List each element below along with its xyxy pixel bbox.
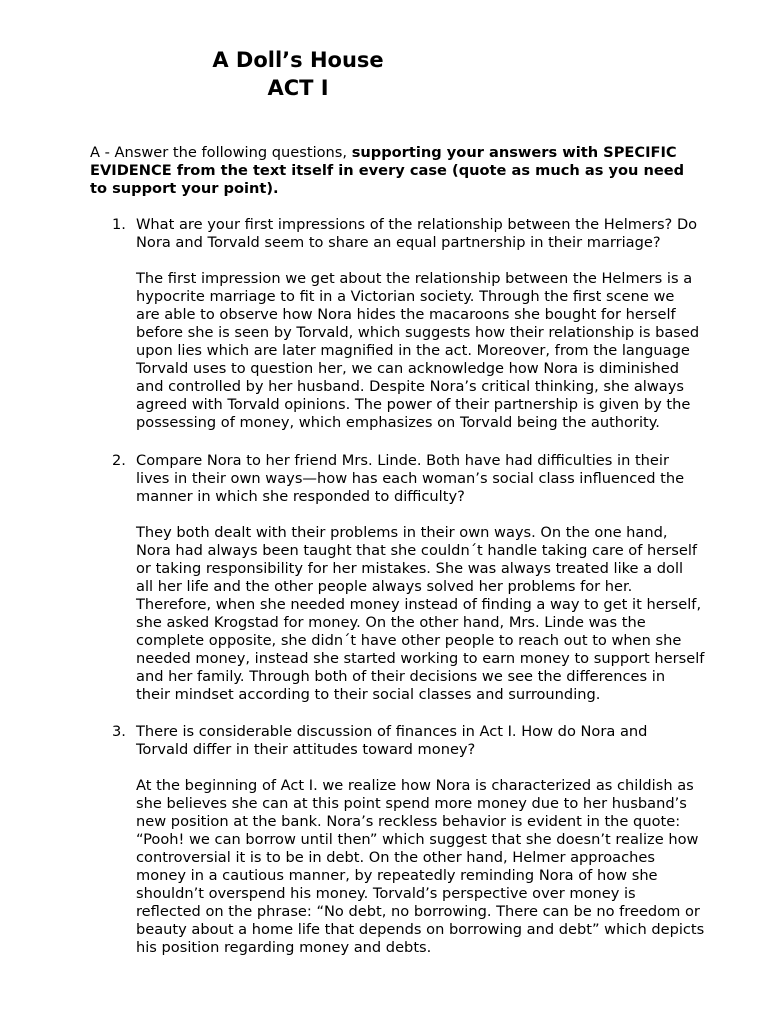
answer-line: “Pooh! we can borrow until then” which suggest that she doesn’t realize how: [136, 831, 699, 848]
answer-line: controversial it is to be in debt. On the other hand, Helmer approaches: [136, 849, 655, 866]
answer-line: complete opposite, she didn´t have other people to reach out to when she: [136, 632, 682, 649]
answer-line: all her life and the other people always solved her problems for her.: [136, 578, 633, 595]
answer-line: shouldn’t overspend his money. Torvald’s perspective over money is: [136, 885, 636, 902]
answer-line: Torvald uses to question her, we can acknowledge how Nora is diminished: [136, 360, 680, 377]
answer-paragraph: [136, 270, 732, 432]
answer-line: and controlled by her husband. Despite Nora’s critical thinking, she always: [136, 378, 684, 395]
instructions-emphasis-2: EVIDENCE from the text itself in every case (quote as much as you need: [90, 162, 685, 179]
question-line: Compare Nora to her friend Mrs. Linde. Both have had difficulties in their: [136, 452, 669, 469]
answer-line: upon lies which are later magnified in the act. Moreover, from the language: [136, 342, 690, 359]
question-number: 3.: [112, 723, 126, 740]
answer-line: agreed with Torvald opinions. The power of their partnership is given by the: [136, 396, 691, 413]
question-line: What are your first impressions of the relationship between the Helmers? Do: [136, 216, 698, 233]
question-line: Nora and Torvald seem to share an equal partnership in their marriage?: [136, 234, 661, 251]
answer-line: needed money, instead she started working to earn money to support herself: [136, 650, 705, 667]
answer-line: their mindset according to their social classes and surrounding.: [136, 686, 601, 703]
question-number: 2.: [112, 452, 126, 469]
question-text: [136, 452, 732, 506]
answer-line: The first impression we get about the relationship between the Helmers is a: [136, 270, 693, 287]
answer-paragraph: [136, 524, 732, 704]
answer-line: are able to observe how Nora hides the macaroons she bought for herself: [136, 306, 676, 323]
answer-line: or taking responsibility for her mistakes. She was always treated like a doll: [136, 560, 684, 577]
instructions-lead: A - Answer the following questions,: [90, 144, 352, 161]
question-line: There is considerable discussion of finances in Act I. How do Nora and: [136, 723, 648, 740]
answer-line: money in a cautious manner, by repeatedly reminding Nora of how she: [136, 867, 658, 884]
answer-line: At the beginning of Act I. we realize how Nora is characterized as childish as: [136, 777, 694, 794]
answer-line: possessing of money, which emphasizes on Torvald being the authority.: [136, 414, 660, 431]
answer-line: and her family. Through both of their decisions we see the differences in: [136, 668, 666, 685]
question-number: 1.: [112, 216, 126, 233]
answer-line: reflected on the phrase: “No debt, no borrowing. There can be no freedom or: [136, 903, 700, 920]
question-text: [136, 216, 732, 252]
answer-line: They both dealt with their problems in their own ways. On the one hand,: [136, 524, 668, 541]
answer-line: she believes she can at this point spend more money due to her husband’s: [136, 795, 687, 812]
document-subtitle: ACT I: [267, 76, 329, 100]
answer-paragraph: [136, 777, 732, 957]
answer-line: hypocrite marriage to fit in a Victorian society. Through the first scene we: [136, 288, 675, 305]
answer-line: beauty about a home life that depends on borrowing and debt” which depicts: [136, 921, 705, 938]
answer-line: new position at the bank. Nora’s reckless behavior is evident in the quote:: [136, 813, 681, 830]
document-title: A Doll’s House: [212, 48, 384, 72]
question-line: manner in which she responded to difficulty?: [136, 488, 465, 505]
question-line: Torvald differ in their attitudes toward money?: [136, 741, 476, 758]
answer-line: Therefore, when she needed money instead of finding a way to get it herself,: [136, 596, 702, 613]
instructions-emphasis-3: to support your point).: [90, 180, 279, 197]
answer-line: she asked Krogstad for money. On the other hand, Mrs. Linde was the: [136, 614, 646, 631]
answer-line: before she is seen by Torvald, which suggests how their relationship is based: [136, 324, 700, 341]
instructions-paragraph: [90, 144, 730, 198]
answer-line: his position regarding money and debts.: [136, 939, 432, 956]
answer-line: Nora had always been taught that she couldn´t handle taking care of herself: [136, 542, 698, 559]
title-block: [180, 46, 416, 102]
question-line: lives in their own ways—how has each woman’s social class influenced the: [136, 470, 685, 487]
instructions-emphasis-1: supporting your answers with SPECIFIC: [351, 144, 677, 161]
question-text: [136, 723, 732, 759]
